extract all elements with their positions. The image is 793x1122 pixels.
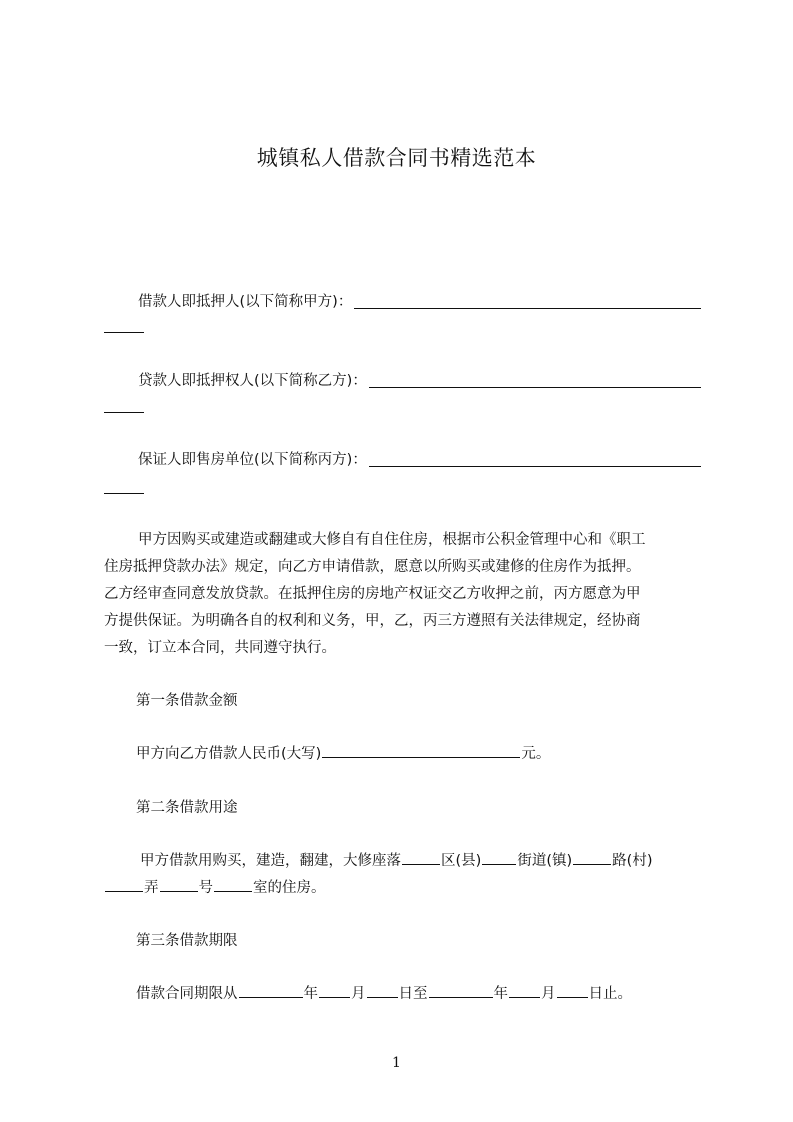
article-3-heading: 第三条借款期限 — [136, 933, 238, 949]
loan-amount-blank — [322, 741, 520, 758]
street-blank — [482, 848, 516, 865]
party-guarantor-label: 保证人即售房单位(以下简称丙方)： — [138, 452, 367, 468]
party-guarantor-line — [138, 447, 701, 473]
party-lender-line — [138, 368, 701, 394]
party-borrower-label: 借款人即抵押人(以下简称甲方)： — [138, 294, 353, 310]
intro-line-1: 甲方因购买或建造或翻建或大修自有自住住房，根据市公积金管理中心和《职工 — [138, 532, 646, 548]
start-month-blank — [319, 981, 350, 998]
party-borrower-blank-continued — [104, 332, 144, 333]
article-2-heading: 第二条借款用途 — [136, 800, 238, 816]
road-blank — [573, 848, 611, 865]
article-1-heading: 第一条借款金额 — [136, 693, 238, 709]
start-day-blank — [367, 981, 398, 998]
intro-line-2: 住房抵押贷款办法》规定，向乙方申请借款，愿意以所购买或建修的住房作为抵押。 — [104, 559, 641, 575]
party-lender-label: 贷款人即抵押权人(以下简称乙方)： — [138, 373, 367, 389]
party-borrower-blank — [354, 307, 701, 309]
intro-line-5: 一致，订立本合同，共同遵守执行。 — [104, 640, 336, 656]
party-lender-blank — [369, 386, 701, 388]
article-2-line-2: 弄 号 室的住房。 — [104, 875, 326, 901]
start-year-blank — [239, 981, 303, 998]
house-number-blank — [160, 875, 198, 892]
article-3-text: 借款合同期限从 年 月 日至 年 月 日止。 — [136, 981, 632, 1007]
end-day-blank — [557, 981, 588, 998]
intro-line-4: 方提供保证。为明确各自的权利和义务，甲，乙，丙三方遵照有关法律规定，经协商 — [104, 613, 641, 629]
lane-blank — [105, 875, 143, 892]
room-blank — [214, 875, 252, 892]
document-title: 城镇私人借款合同书精选范本 — [256, 146, 537, 170]
article-2-line-1: 甲方借款用购买，建造，翻建，大修座落 区(县) 街道(镇) 路(村) — [140, 848, 652, 874]
district-blank — [402, 848, 440, 865]
end-year-blank — [429, 981, 493, 998]
party-guarantor-blank — [369, 465, 701, 467]
intro-line-3: 乙方经审查同意发放贷款。在抵押住房的房地产权证交乙方收押之前，丙方愿意为甲 — [104, 586, 641, 602]
end-month-blank — [509, 981, 540, 998]
party-lender-blank-continued — [104, 412, 144, 413]
page-number: 1 — [392, 1055, 401, 1071]
article-1-text: 甲方向乙方借款人民币(大写) 元。 — [136, 741, 550, 767]
party-borrower-line — [138, 289, 701, 315]
party-guarantor-blank-continued — [104, 493, 144, 494]
